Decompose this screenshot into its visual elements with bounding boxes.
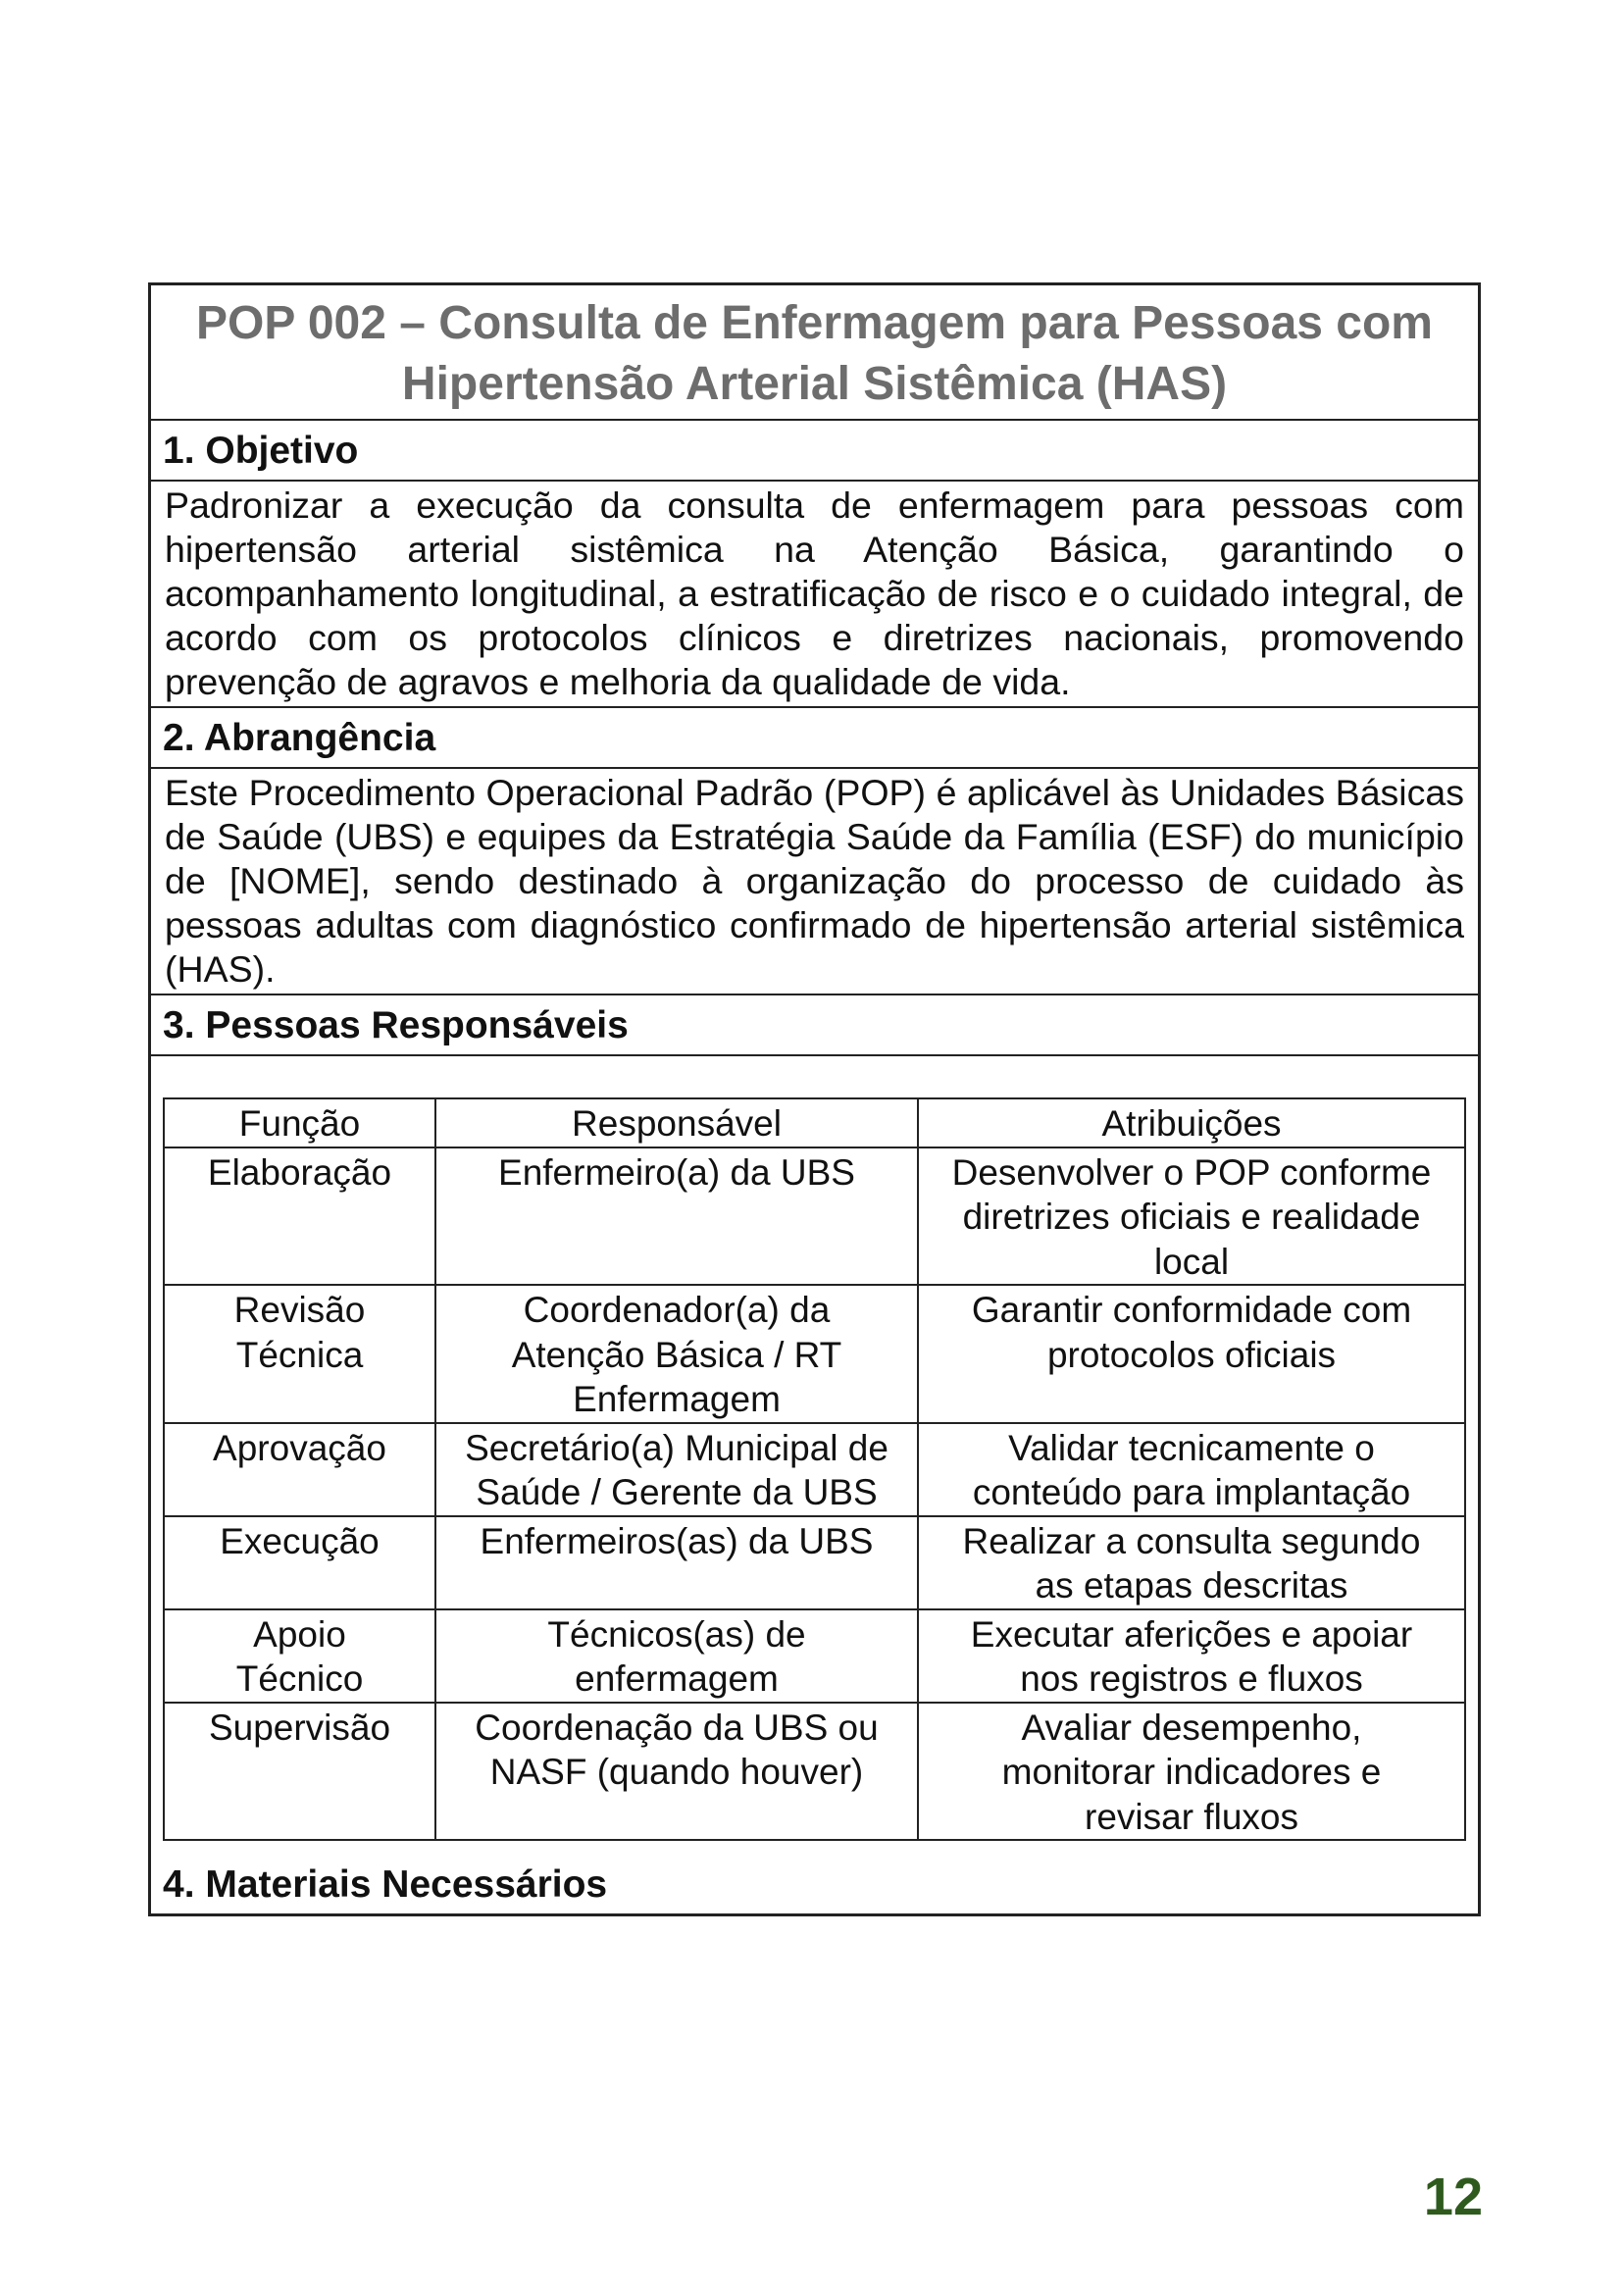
title-line-1: POP 002 – Consulta de Enfermagem para Pessoas com	[196, 297, 1433, 349]
table-cell-funcao: Execução	[164, 1516, 435, 1609]
table-header-funcao: Função	[164, 1098, 435, 1147]
table-cell-atribuicoes: Validar tecnicamente o conteúdo para implantação	[918, 1423, 1465, 1516]
section-heading-materiais: 4. Materiais Necessários	[163, 1863, 608, 1906]
table-row	[164, 1147, 1465, 1286]
section-heading-objetivo: 1. Objetivo	[151, 421, 1478, 482]
table-row	[164, 1423, 1465, 1516]
table-cell-atribuicoes: Garantir conformidade com protocolos oficiais	[918, 1285, 1465, 1423]
section-heading-responsaveis: 3. Pessoas Responsáveis	[151, 995, 1478, 1056]
table-row	[164, 1609, 1465, 1703]
table-header-responsavel: Responsável	[435, 1098, 918, 1147]
table-header-atribuicoes: Atribuições	[918, 1098, 1465, 1147]
table-cell-funcao: Supervisão	[164, 1703, 435, 1841]
table-cell-atribuicoes: Realizar a consulta segundo as etapas descritas	[918, 1516, 1465, 1609]
responsaveis-table-wrapper	[151, 1056, 1478, 1855]
responsaveis-table	[163, 1097, 1466, 1841]
table-header-row	[164, 1098, 1465, 1147]
table-cell-responsavel: Enfermeiros(as) da UBS	[435, 1516, 918, 1609]
table-cell-funcao: Aprovação	[164, 1423, 435, 1516]
table-row	[164, 1703, 1465, 1841]
table-cell-responsavel: Coordenação da UBS ou NASF (quando houver)	[435, 1703, 918, 1841]
section-text-objetivo: Padronizar a execução da consulta de enfermagem para pessoas com hipertensão arterial sistêmica na Atenção Básica, garantindo o acompanhamento longitudinal, a estratificação de risco e o cuidado integral, de acordo com os protocolos clínicos e diretrizes nacionais, promovendo prevenção de agravos e melhoria da qualidade de vida.	[151, 482, 1478, 708]
table-cell-funcao: Apoio Técnico	[164, 1609, 435, 1703]
table-cell-responsavel: Coordenador(a) da Atenção Básica / RT Enfermagem	[435, 1285, 918, 1423]
table-cell-atribuicoes: Desenvolver o POP conforme diretrizes oficiais e realidade local	[918, 1147, 1465, 1286]
title-line-2: Hipertensão Arterial Sistêmica (HAS)	[401, 358, 1228, 410]
table-cell-responsavel: Secretário(a) Municipal de Saúde / Gerente da UBS	[435, 1423, 918, 1516]
table-row	[164, 1516, 1465, 1609]
table-cell-funcao: Revisão Técnica	[164, 1285, 435, 1423]
table-cell-funcao: Elaboração	[164, 1147, 435, 1286]
table-cell-responsavel: Técnicos(as) de enfermagem	[435, 1609, 918, 1703]
table-cell-atribuicoes: Executar aferições e apoiar nos registros e fluxos	[918, 1609, 1465, 1703]
document-title	[151, 285, 1478, 421]
pop-document-frame	[148, 282, 1481, 1916]
table-row	[164, 1285, 1465, 1423]
section-heading-abrangencia: 2. Abrangência	[151, 708, 1478, 769]
table-cell-atribuicoes: Avaliar desempenho, monitorar indicadores e revisar fluxos	[918, 1703, 1465, 1841]
section-text-abrangencia: Este Procedimento Operacional Padrão (POP) é aplicável às Unidades Básicas de Saúde (UBS) e equipes da Estratégia Saúde da Família (ESF) do município de [NOME], sendo destinado à organização do processo de cuidado às pessoas adultas com diagnóstico confirmado de hipertensão arterial sistêmica (HAS).	[151, 769, 1478, 995]
page-number: 12	[1423, 2167, 1483, 2226]
table-cell-responsavel: Enfermeiro(a) da UBS	[435, 1147, 918, 1286]
